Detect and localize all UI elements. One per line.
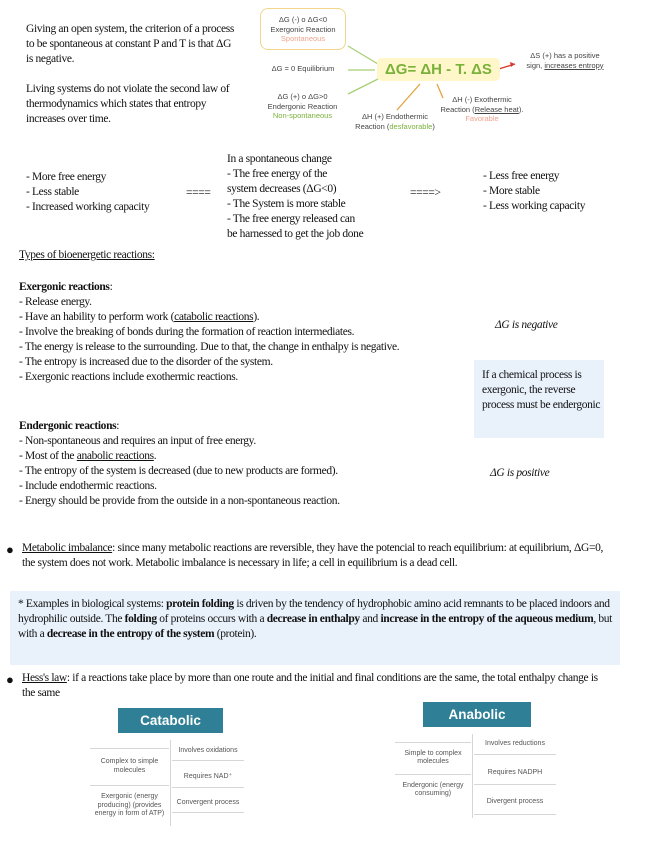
catabolic-cell: Requires NAD⁺ [183,772,233,780]
catabolic-title: Catabolic [118,708,223,733]
metabolic-imbalance-text: : since many metabolic reactions are reversible, they have the potencial to reach equilibrium: at equilibrium, ΔG=0, the system does not work. Metabolic imbalance is necessary in life; a cell in equilibrium is a dead cell. [22,542,604,569]
endothermic-tag: desfavorable [389,121,433,131]
exothermic-node [433,95,531,124]
endergonic-title: ΔG (+) o ΔG>0 [277,92,328,101]
comparison-middle-line: - The free energy released can [227,213,355,225]
examples-bold: increase in the entropy of the aqueous medium [380,613,594,625]
entropy-note-line1: ΔS (+) has a positive [530,51,600,60]
exergonic-line: - Release energy. [19,296,92,308]
endergonic-section [19,419,459,509]
exergonic-line: - The energy is release to the surrounding. Due to that, the change in enthalpy is negative. [19,341,400,353]
exergonic-colon: : [109,281,113,293]
exergonic-title: ΔG (-) o ΔG<0 [278,15,328,24]
equilibrium-node: ΔG = 0 Equilibrium [271,64,335,73]
comparison-right [483,169,633,214]
arrow-endergonic [348,79,378,94]
endergonic-line: - Most of the [19,450,77,462]
metabolic-imbalance [22,541,612,571]
endergonic-tag: Non-spontaneous [272,111,333,120]
entropy-note-increase: increases entropy [544,60,604,70]
endergonic-line: - The entropy of the system is decreased (due to new products are formed). [19,465,338,477]
comparison-middle-line: system decreases (ΔG<0) [227,183,337,195]
catabolic-cell: Convergent process [176,798,240,806]
examples-text: (protein). [214,628,257,640]
endothermic-close: ) [432,121,435,131]
endergonic-node [255,92,350,121]
exergonic-line: - Exergonic reactions include exothermic reactions. [19,371,238,383]
hess-law-term: Hess's law [22,672,67,684]
comparison-middle [227,152,407,242]
examples-text: is driven by the tendency of hydrophobic amino acid remnants to be placed indoors and hydrophilic outside. The [18,598,610,625]
comparison-right-item: - Less free energy [483,170,560,182]
anabolic-cell: Divergent process [486,797,544,805]
delta-g-positive: ΔG is positive [490,467,550,479]
comparison-left [26,170,191,215]
types-heading: Types of bioenergetic reactions: [19,249,155,261]
exergonic-line: - Have an hability to perform work ( [19,311,175,323]
exothermic-title: ΔH (-) Exothermic [452,95,512,104]
comparison-right-item: - More stable [483,185,540,197]
examples-text: * Examples in biological systems: [18,598,167,610]
arrow-endothermic [397,84,420,110]
exothermic-reaction: Reaction ( [440,104,475,114]
hess-law-text: : if a reactions take place by more than one route and the initial and final conditions are the same, the total enthalpy change is the same [22,672,598,699]
examples-bold: decrease in enthalpy [266,613,360,625]
arrow-left: ==== [186,187,211,199]
metabolic-imbalance-term: Metabolic imbalance [22,542,113,554]
exergonic-line: - Involve the breaking of bonds during the formation of reaction intermediates. [19,326,355,338]
comparison-right-item: - Less working capacity [483,200,586,212]
catabolic-table [90,708,245,830]
exergonic-line: - The entropy is increased due to the disorder of the system. [19,356,273,368]
endothermic-node [345,112,445,131]
endergonic-line: - Energy should be provide from the outside in a non-spontaneous reaction. [19,495,340,507]
delta-g-negative: ΔG is negative [495,319,558,331]
comparison-left-item: - Less stable [26,186,79,198]
gibbs-equation: ΔG= ΔH - T. ΔS [377,58,500,81]
catabolic-cell: Complex to simple molecules [100,758,159,774]
exothermic-tag: Favorable [465,114,499,123]
exergonic-name: Exergonic Reaction [270,24,336,34]
endergonic-colon: : [116,420,120,432]
exergonic-node [260,8,346,50]
comparison-middle-line: In a spontaneous change [227,153,332,165]
comparison-middle-line: - The free energy of the [227,168,328,180]
entropy-note [515,51,615,70]
comparison-left-item: - More free energy [26,171,107,183]
catabolic-cell: Involves oxidations [178,746,238,754]
endergonic-line-end: . [153,450,157,462]
exergonic-heading: Exergonic reactions [19,281,110,293]
gibbs-diagram [245,4,650,142]
examples-bold: folding [124,613,157,625]
endergonic-name: Endergonic Reaction [267,101,338,111]
comparison-left-item: - Increased working capacity [26,201,150,213]
exothermic-close: ). [518,104,524,114]
anabolic-title: Anabolic [423,702,531,727]
anabolic-reactions-link: anabolic reactions [76,450,154,462]
endergonic-line: - Include endothermic reactions. [19,480,157,492]
reverse-process-note: If a chemical process is exergonic, the reverse process must be endergonic [474,360,604,438]
exergonic-tag: Spontaneous [280,34,326,43]
examples-text: , but with a [18,613,613,640]
bullet-icon: ● [6,672,14,687]
endergonic-heading: Endergonic reactions [19,420,117,432]
examples-bold: decrease in the entropy of the system [46,628,215,640]
catabolic-reactions-link: catabolic reactions [174,311,254,323]
anabolic-table [395,702,560,820]
anabolic-cell: Requires NADPH [487,768,543,776]
catabolic-cell: Exergonic (energy producing) (provides energy in form of ATP) [94,793,165,818]
arrow-exergonic [348,46,378,64]
hess-law [22,671,612,701]
entropy-note-sign: sign, [526,60,543,70]
anabolic-cell: Involves reductions [485,739,545,747]
exergonic-line-end: ). [253,311,260,323]
endothermic-title: ΔH (+) Endothermic [361,112,429,121]
arrow-right: ====> [410,187,441,199]
endergonic-line: - Non-spontaneous and requires an input of free energy. [19,435,256,447]
examples-text: and [359,613,381,625]
examples-text: of proteins occurs with a [156,613,267,625]
anabolic-cell: Endergonic (energy consuming) [402,781,464,797]
exergonic-section [19,280,459,385]
bullet-icon: ● [6,542,14,557]
intro-paragraph-2: Living systems do not violate the second law of thermodynamics which states that entropy increases over time. [26,83,230,125]
comparison-middle-line: - The System is more stable [227,198,346,210]
comparison-middle-line: be harnessed to get the job done [227,228,364,240]
intro-paragraph-1: Giving an open system, the criterion of a process to be spontaneous at constant P and T is that ΔG is negative. [26,23,234,65]
endothermic-reaction: Reaction ( [355,121,390,131]
examples-bold: protein folding [166,598,234,610]
examples-box [10,591,620,665]
exothermic-release-heat: Release heat [474,104,519,114]
anabolic-cell: Simple to complex molecules [404,749,462,765]
